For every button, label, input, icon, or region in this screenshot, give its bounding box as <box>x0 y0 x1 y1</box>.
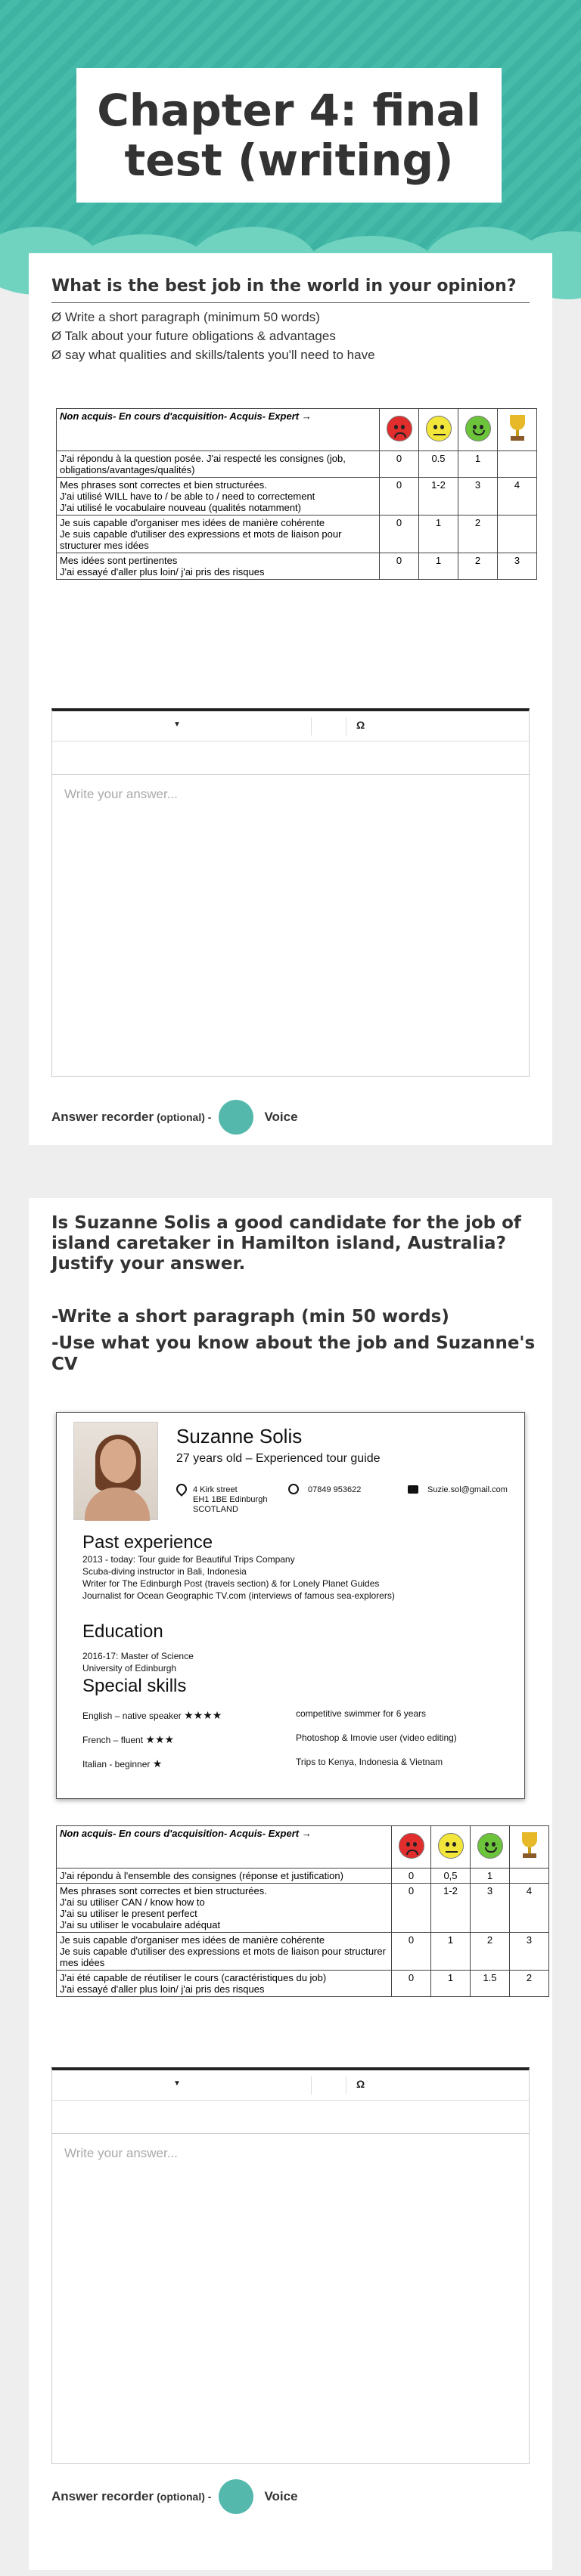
special-character-icon[interactable]: Ω <box>356 719 365 731</box>
rubric-score: 2 <box>458 553 498 580</box>
rubric-score <box>498 516 537 553</box>
smiley-face-icon <box>465 416 491 441</box>
rubric-level-non-acquis <box>380 409 419 451</box>
rubric-level-non-acquis <box>392 1826 431 1869</box>
rubric-score: 1 <box>419 553 458 580</box>
rubric-row <box>57 553 537 580</box>
trophy-icon <box>517 1831 542 1861</box>
title-card <box>76 68 502 203</box>
rubric-score: 1.5 <box>471 1971 510 1997</box>
toolbar-divider <box>311 717 312 735</box>
rubric-score: 1 <box>431 1933 471 1971</box>
rubric-criterion: Mes phrases sont correctes et bien structurées. J'ai utilisé WILL have to / be able to / need to correctement J'ai utilisé le vocabulaire nouveau (qualités notamment) <box>57 478 380 516</box>
neutral-face-icon <box>426 416 452 441</box>
rubric-score: 0 <box>392 1971 431 1997</box>
neutral-face-icon <box>438 1833 464 1859</box>
cv-experience: 2013 - today: Tour guide for Beautiful Trips Company Scuba-diving instructor in Bali, Indonesia Writer for The Edinburgh Post (travels section) & for Lonely Planet Guides Journalist for Ocean Geographic TV.com (interviews of famous sea-explorers) <box>82 1554 395 1601</box>
rubric-score: 0 <box>380 516 419 553</box>
rubric-score: 1 <box>419 516 458 553</box>
rubric-score: 0.5 <box>419 451 458 478</box>
rubric-score <box>510 1869 549 1884</box>
candidate-photo <box>73 1422 158 1520</box>
recorder-optional: (optional) - <box>157 1111 212 1123</box>
toolbar-divider <box>311 2076 312 2095</box>
rubric-row <box>57 451 537 478</box>
rubric-row <box>57 1884 549 1933</box>
divider <box>51 302 530 303</box>
cv-subtitle: 27 years old – Experienced tour guide <box>176 1452 381 1465</box>
rubric-score: 0,5 <box>431 1869 471 1884</box>
editor-toolbar-row <box>52 742 529 775</box>
cv-skill: Trips to Kenya, Indonesia & Vietnam <box>296 1757 443 1767</box>
answer-recorder <box>51 1100 298 1135</box>
recorder-label: Answer recorder <box>51 1110 154 1124</box>
answer-recorder <box>51 2479 298 2514</box>
recorder-label: Answer recorder <box>51 2489 154 2503</box>
rubric-score: 0 <box>380 478 419 516</box>
editor-toolbar <box>52 711 529 742</box>
phone-icon <box>288 1484 299 1494</box>
rubric-header: Non acquis- En cours d'acquisition- Acquis- Expert → <box>57 1826 392 1869</box>
star-rating-icon: ★ <box>152 1757 163 1769</box>
star-rating-icon: ★★★★ <box>184 1709 222 1721</box>
rubric-level-expert <box>498 409 537 451</box>
rubric-row <box>57 1933 549 1971</box>
cv-name: Suzanne Solis <box>176 1425 303 1447</box>
rubric-header-row <box>57 1826 549 1869</box>
rubric-score: 0 <box>392 1933 431 1971</box>
rubric-criterion: Mes idées sont pertinentes J'ai essayé d'aller plus loin/ j'ai pris des risques <box>57 553 380 580</box>
rubric-criterion: Mes phrases sont correctes et bien structurées. J'ai su utiliser CAN / know how to J'ai su utiliser le present perfect J'ai su utiliser le vocabulaire adéquat <box>57 1884 392 1933</box>
rubric-score: 2 <box>510 1971 549 1997</box>
rubric-criterion: J'ai répondu à l'ensemble des consignes (réponse et justification) <box>57 1869 392 1884</box>
rubric-level-en-cours <box>419 409 458 451</box>
rubric-row <box>57 1971 549 1997</box>
rubric-header: Non acquis- En cours d'acquisition- Acquis- Expert → <box>57 409 380 451</box>
rubric-score: 1 <box>471 1869 510 1884</box>
cv-education: 2016-17: Master of Science University of Edinburgh <box>82 1651 194 1673</box>
location-pin-icon <box>174 1482 189 1497</box>
mail-icon <box>408 1485 418 1494</box>
recorder-voice-label: Voice <box>264 2489 298 2503</box>
rubric-score: 3 <box>510 1933 549 1971</box>
rubric-score <box>498 451 537 478</box>
rubric-level-en-cours <box>431 1826 471 1869</box>
format-dropdown-chevron-down-icon[interactable]: ▼ <box>173 2079 181 2088</box>
cv-skills-title: Special skills <box>82 1676 187 1696</box>
rubric-score: 0 <box>392 1869 431 1884</box>
cv-phone: 07849 953622 <box>308 1485 362 1494</box>
rubric-score: 4 <box>498 478 537 516</box>
cv-language: English – native speaker ★★★★ <box>82 1709 222 1721</box>
trophy-icon <box>505 413 530 444</box>
rubric-header-row <box>57 409 537 451</box>
rubric-score: 3 <box>498 553 537 580</box>
rubric-row <box>57 516 537 553</box>
sad-face-icon <box>387 416 412 441</box>
cv-language: French – fluent ★★★ <box>82 1733 175 1745</box>
question-title: What is the best job in the world in your opinion? <box>51 277 517 296</box>
rubric-criterion: J'ai été capable de réutiliser le cours (caractéristiques du job) J'ai essayé d'aller plus loin/ j'ai pris des risques <box>57 1971 392 1997</box>
rubric-score: 4 <box>510 1884 549 1933</box>
cv-email: Suzie.sol@gmail.com <box>427 1485 508 1494</box>
smiley-face-icon <box>477 1833 503 1859</box>
rubric-score: 1-2 <box>431 1884 471 1933</box>
instruction-item: Ø Write a short paragraph (minimum 50 words) <box>51 310 320 324</box>
cv-skill: Photoshop & Imovie user (video editing) <box>296 1732 457 1743</box>
cv-address: 4 Kirk street EH1 1BE Edinburgh SCOTLAND <box>193 1485 268 1514</box>
rubric-row <box>57 478 537 516</box>
special-character-icon[interactable]: Ω <box>356 2078 365 2090</box>
instructions <box>51 308 375 364</box>
rubric-criterion: Je suis capable d'organiser mes idées de manière cohérente Je suis capable d'utiliser des expressions et mots de liaison pour structurer mes idées <box>57 1933 392 1971</box>
star-rating-icon: ★★★ <box>145 1733 175 1745</box>
instruction-item: Ø say what qualities and skills/talents you'll need to have <box>51 348 375 362</box>
answer-input[interactable]: Write your answer... <box>64 2146 178 2160</box>
cv-skill: competitive swimmer for 6 years <box>296 1708 427 1719</box>
answer-editor[interactable] <box>51 708 530 1077</box>
recorder-voice-label: Voice <box>264 1110 298 1124</box>
recorder-optional: (optional) - <box>157 2491 212 2503</box>
cv-experience-title: Past experience <box>82 1532 213 1553</box>
rubric-score: 1 <box>458 451 498 478</box>
editor-toolbar <box>52 2070 529 2101</box>
rubric-score: 3 <box>471 1884 510 1933</box>
cv-language: Italian - beginner ★ <box>82 1757 163 1769</box>
rubric-score: 3 <box>458 478 498 516</box>
rubric-row <box>57 1869 549 1884</box>
cv-education-title: Education <box>82 1621 163 1642</box>
rubric-score: 0 <box>380 451 419 478</box>
instruction-item: -Use what you know about the job and Suzanne's CV <box>51 1333 536 1374</box>
rubric-criterion: Je suis capable d'organiser mes idées de manière cohérente Je suis capable d'utiliser des expressions et mots de liaison pour structurer mes idées <box>57 516 380 553</box>
cv-document <box>56 1412 525 1799</box>
page-title: Chapter 4: final test (writing) <box>97 85 481 186</box>
rubric-level-expert <box>510 1826 549 1869</box>
rubric-score: 2 <box>458 516 498 553</box>
rubric-table <box>56 408 537 580</box>
record-button[interactable] <box>219 2479 253 2514</box>
rubric-table <box>56 1825 549 1997</box>
sad-face-icon <box>399 1833 424 1859</box>
instruction-item: -Write a short paragraph (min 50 words) <box>51 1307 449 1327</box>
rubric-criterion: J'ai répondu à la question posée. J'ai respecté les consignes (job, obligations/avantages/qualités) <box>57 451 380 478</box>
editor-toolbar-row <box>52 2101 529 2134</box>
rubric-level-acquis <box>471 1826 510 1869</box>
format-dropdown-chevron-down-icon[interactable]: ▼ <box>173 720 181 729</box>
rubric-score: 1 <box>431 1971 471 1997</box>
rubric-score: 0 <box>392 1884 431 1933</box>
rubric-score: 1-2 <box>419 478 458 516</box>
question-card-1 <box>29 253 552 1145</box>
record-button[interactable] <box>219 1100 253 1135</box>
rubric-score: 2 <box>471 1933 510 1971</box>
answer-input[interactable]: Write your answer... <box>64 787 178 801</box>
answer-editor[interactable] <box>51 2067 530 2464</box>
rubric-score: 0 <box>380 553 419 580</box>
instruction-item: Ø Talk about your future obligations & advantages <box>51 329 336 343</box>
question-title: Is Suzanne Solis a good candidate for the job of island caretaker in Hamilton island, Australia? Justify your answer. <box>51 1213 521 1274</box>
rubric-level-acquis <box>458 409 498 451</box>
